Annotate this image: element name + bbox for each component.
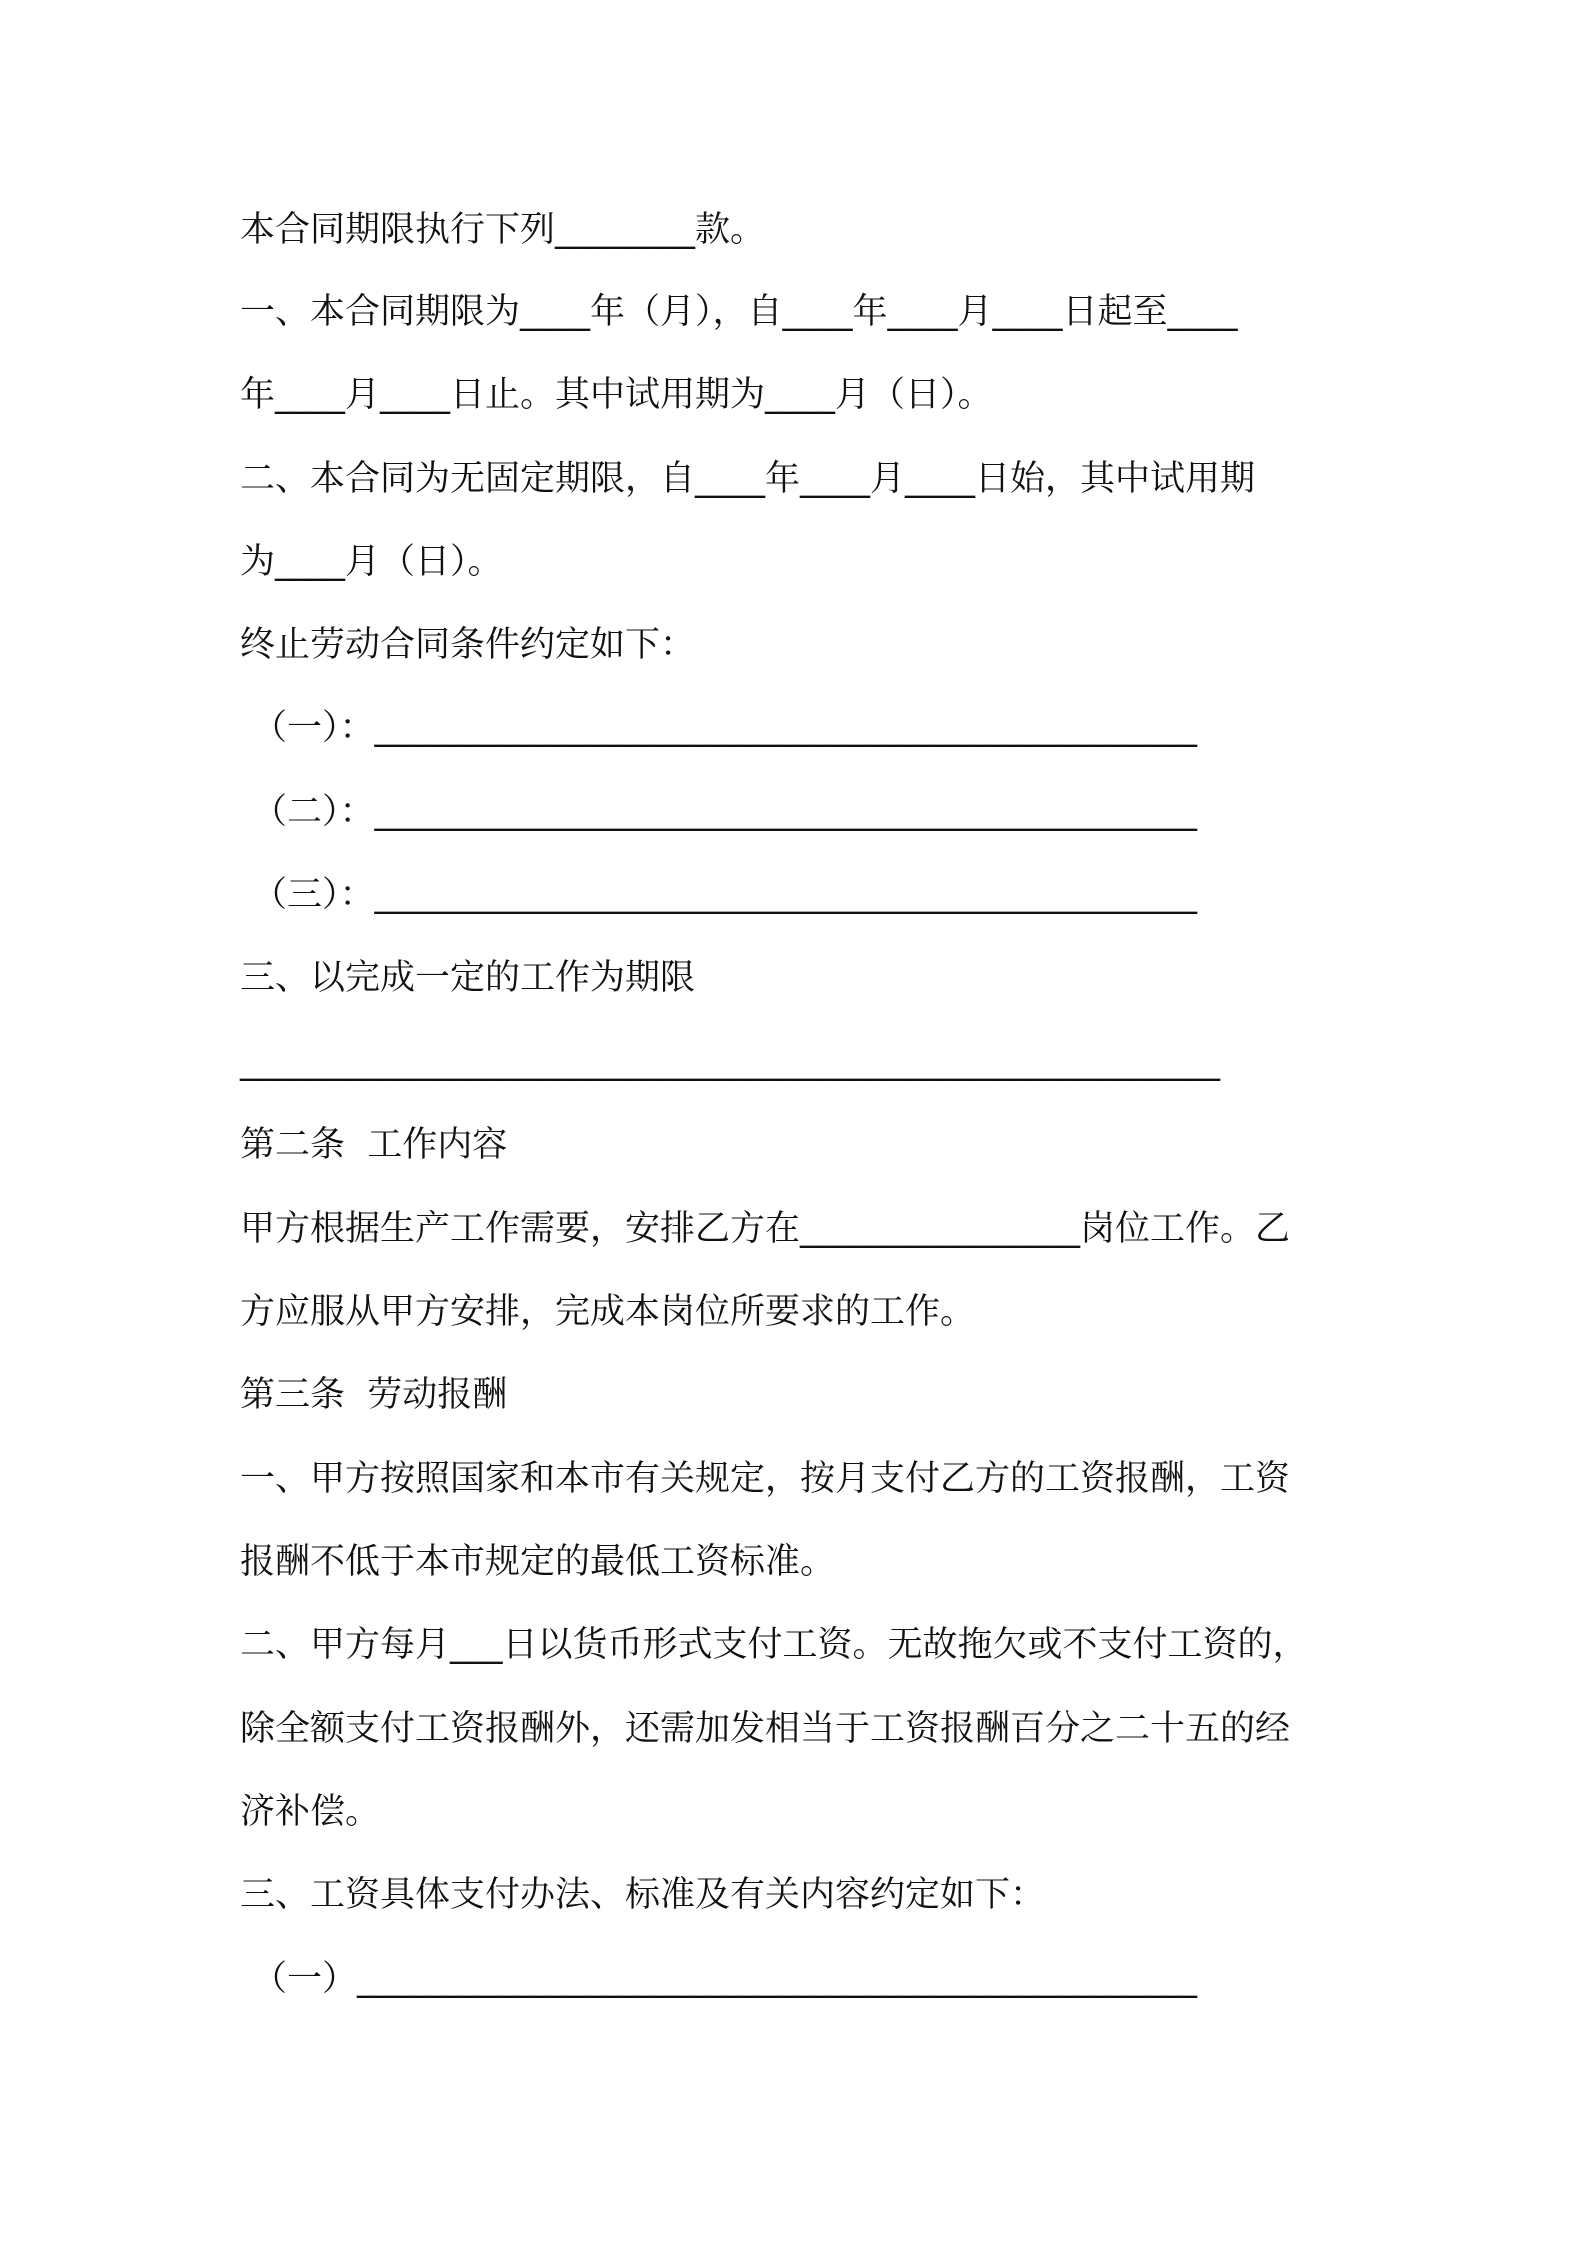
term-option-three-blank: ________________________________________________________: [240, 1042, 1220, 1082]
term-option-two-line-2: 为____月（日）。: [240, 542, 503, 582]
pay-clause-two-line-1: 二、甲方每月___日以货币形式支付工资。无故拖欠或不支付工资的，: [240, 1625, 1308, 1665]
article-three-heading: 第三条 劳动报酬: [240, 1375, 508, 1415]
article-two-body-line-1: 甲方根据生产工作需要，安排乙方在________________岗位工作。乙: [240, 1209, 1291, 1249]
termination-conditions-heading: 终止劳动合同条件约定如下：: [240, 625, 696, 665]
term-option-one-line-2: 年____月____日止。其中试用期为____月（日）。: [240, 375, 993, 415]
termination-condition-2: （二）：_______________________________________________: [252, 792, 1198, 832]
pay-clause-two-line-2: 除全额支付工资报酬外，还需加发相当于工资报酬百分之二十五的经: [240, 1709, 1291, 1749]
pay-clause-three: 三、工资具体支付办法、标准及有关内容约定如下：: [240, 1875, 1046, 1915]
article-two-body-line-2: 方应服从甲方安排，完成本岗位所要求的工作。: [240, 1292, 976, 1332]
term-option-two-line-1: 二、本合同为无固定期限，自____年____月____日始，其中试用期: [240, 459, 1256, 499]
term-option-three: 三、以完成一定的工作为期限: [240, 958, 696, 998]
clause-term-intro: 本合同期限执行下列________款。: [240, 210, 766, 250]
pay-clause-two-line-3: 济补偿。: [240, 1792, 381, 1832]
term-option-one-line-1: 一、本合同期限为____年（月），自____年____月____日起至____: [240, 292, 1238, 332]
termination-condition-3: （三）：_______________________________________________: [252, 875, 1198, 915]
pay-detail-1: （一）________________________________________________: [252, 1959, 1198, 1999]
pay-clause-one-line-1: 一、甲方按照国家和本市有关规定，按月支付乙方的工资报酬，工资: [240, 1459, 1291, 1499]
pay-clause-one-line-2: 报酬不低于本市规定的最低工资标准。: [240, 1542, 836, 1582]
article-two-heading: 第二条 工作内容: [240, 1125, 508, 1165]
termination-condition-1: （一）：_______________________________________________: [252, 708, 1198, 748]
